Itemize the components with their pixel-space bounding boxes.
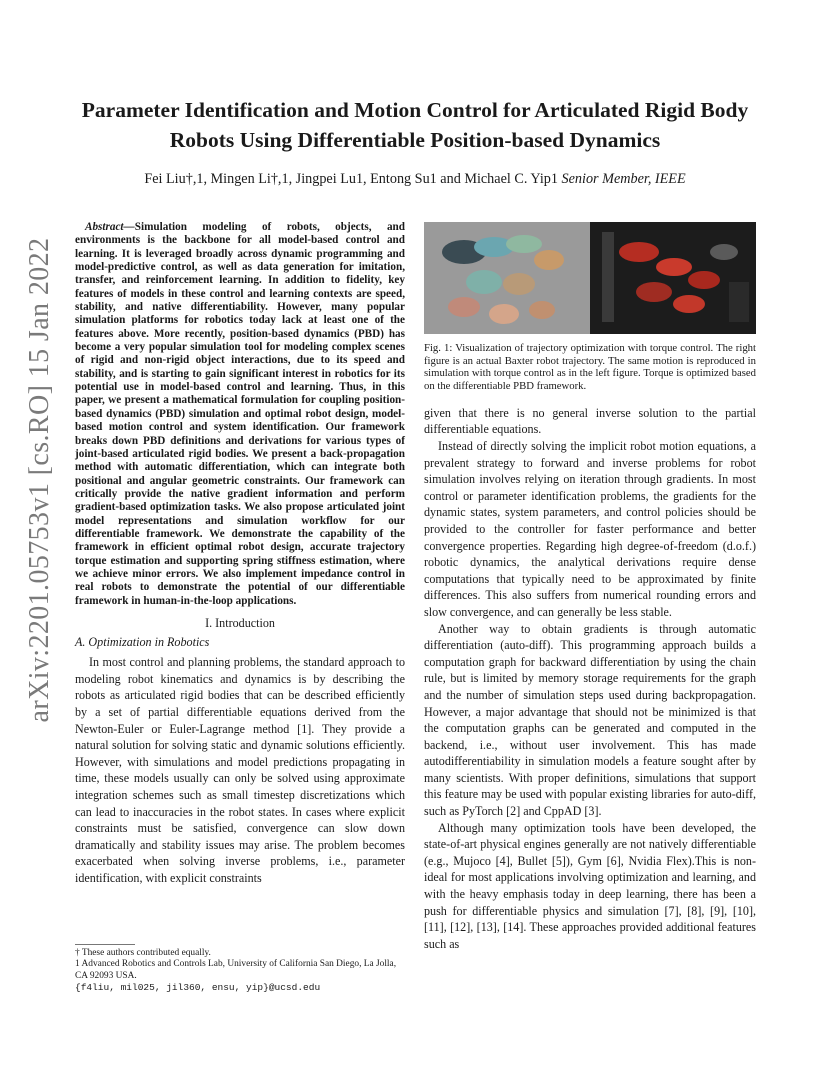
right-paragraph-2: Instead of directly solving the implicit robot motion equations, a prevalent strategy to forward and inverse problems for robot simulation involves relying on iteration through gradients. In most control or parameter identification problems, the gradients for the dynamic states, system parameters, and control policies should be provided to the controller for faster performance and better convergence properties. Regarding high degree-of-freedom (d.o.f.) robotic dynamics, the analytical derivations require dense computations that typically need to be approximated by finite differences. This also suffers from numerical rounding errors and slow convergence, and can generally be less stable. <box>424 439 756 619</box>
right-paragraph-4: Although many optimization tools have been developed, the state-of-art physical engines generally are not natively differentiable (e.g., Mujoco [4], Bullet [5]), Gym [6], Nvidia Flex).This is non-ideal for most applications involving optimization and learning, and with the heavy emphasis today in deep learning, there has been a push for differentiable physics and simulation [7], [8], [9], [10], [11], [12], [13], [14]. These approaches provided additional features such as <box>424 820 756 951</box>
figure-1-image <box>424 222 756 334</box>
footnote-rule <box>75 944 135 945</box>
arxiv-stamp: arXiv:2201.05753v1 [cs.RO] 15 Jan 2022 <box>24 237 55 723</box>
right-paragraph-1: given that there is no general inverse solution to the partial differentiable equations. <box>424 405 756 437</box>
footnote-affiliation: 1 Advanced Robotics and Controls Lab, University of California San Diego, La Jolla, CA 92093 USA. <box>75 959 397 981</box>
subsection-heading: A. Optimization in Robotics <box>75 635 210 650</box>
section-heading: I. Introduction <box>205 615 275 630</box>
left-column <box>75 221 405 886</box>
right-column <box>424 342 756 952</box>
intro-paragraph: In most control and planning problems, the standard approach to modeling robot kinematics and dynamics is by describing the robots as articulated rigid bodies that can be described efficiently by a set of partial differentiable equations derived from the Newton-Euler or Euler-Lagrange method [1]. They provide a natural solution for solving static and dynamic solutions efficiently. However, with simulations and model predictions propagating in time, these models usually can only be solved using approximate integration schemes such as small timestep discretizations which can lead to inaccuracies in the robot states. In cases where explicit constraints must be satisfied, convergence can slow down dramatically and stability issues may arise. The problem becomes exacerbated when solving inverse problems, i.e., parameter identification, with explicit constraints <box>75 655 405 885</box>
figure-1-caption: Fig. 1: Visualization of trajectory optimization with torque control. The right figure is an actual Baxter robot trajectory. The same motion is reproduced in simulation with torque control as in the left figure. Torque is optimized based on the differentiable PBD framework. <box>424 342 756 393</box>
abstract-lead: Abstract— <box>85 221 135 233</box>
author-list: Fei Liu†,1, Mingen Li†,1, Jingpei Lu1, Entong Su1 and Michael C. Yip1 <box>144 171 558 187</box>
author-suffix: Senior Member, IEEE <box>561 171 686 187</box>
footnote-equal-contribution: † These authors contributed equally. <box>75 948 211 958</box>
right-paragraph-3: Another way to obtain gradients is through automatic differentiation (auto-diff). This programming approach builds a computation graph for backward differentiation by using the chain rule, but is limited by memory storage requirements for the graph and the number of simulation steps used during backpropagation. However, a major advantage that should not be minimized is that the computation graphs can be generated and computed in the backend, i.e., without user involvement. This has made autodifferentiability in simulation models a feature sought after by many scientists. With proper definitions, simulations that support this feature may be used with popular existing libraries for auto-diff, such as PyTorch [2] and CppAD [3]. <box>424 621 756 819</box>
abstract-text: Simulation modeling of robots, objects, and environments is the backbone for all model-based control and learning. It is leveraged broadly across dynamic programming and model-predictive control, as well as data generation for imitation, transfer, and reinforcement learning. In addition to fidelity, key features of models in these control and learning contexts are speed, stability, and native differentiability. However, many popular simulation platforms for robotics today lack at least one of the features above. More recently, position-based dynamics (PBD) has become a very popular simulation tool for modeling complex scenes of rigid and non-rigid object interactions, due to its speed and stability, and is starting to gain significant interest in robotics for its potential use in model-based control and learning. Thus, in this paper, we present a mathematical formulation for coupling position-based dynamics (PBD) simulation and optimal robot design, model-based motion control and system identification. Our framework breaks down PBD definitions and derivations for various types of joint-based articulated rigid bodies. We present a back-propagation method with automatic differentiation, which can integrate both positional and angular geometric constraints. Our framework can critically provide the native gradient information and perform gradient-based optimization tasks. We also propose articulated joint model representations and simulation workflow for our differentiable framework. We demonstrate the capability of the framework in efficient optimal robot design, accurate trajectory torque estimation and supporting spring stiffness estimation, where we achieve minor errors. We also implement impedance control in real robots to demonstrate the potential of our differentiable framework in human-in-the-loop applications. <box>75 221 405 607</box>
author-line <box>70 171 760 188</box>
footnote-emails: {f4liu, mil025, jil360, ensu, yip}@ucsd.edu <box>75 981 321 993</box>
paper-title: Parameter Identification and Motion Control for Articulated Rigid Body Robots Using Differentiable Position-based Dynamics <box>81 98 749 152</box>
abstract <box>75 221 405 608</box>
footnotes <box>75 944 407 993</box>
figure-1 <box>424 222 756 334</box>
